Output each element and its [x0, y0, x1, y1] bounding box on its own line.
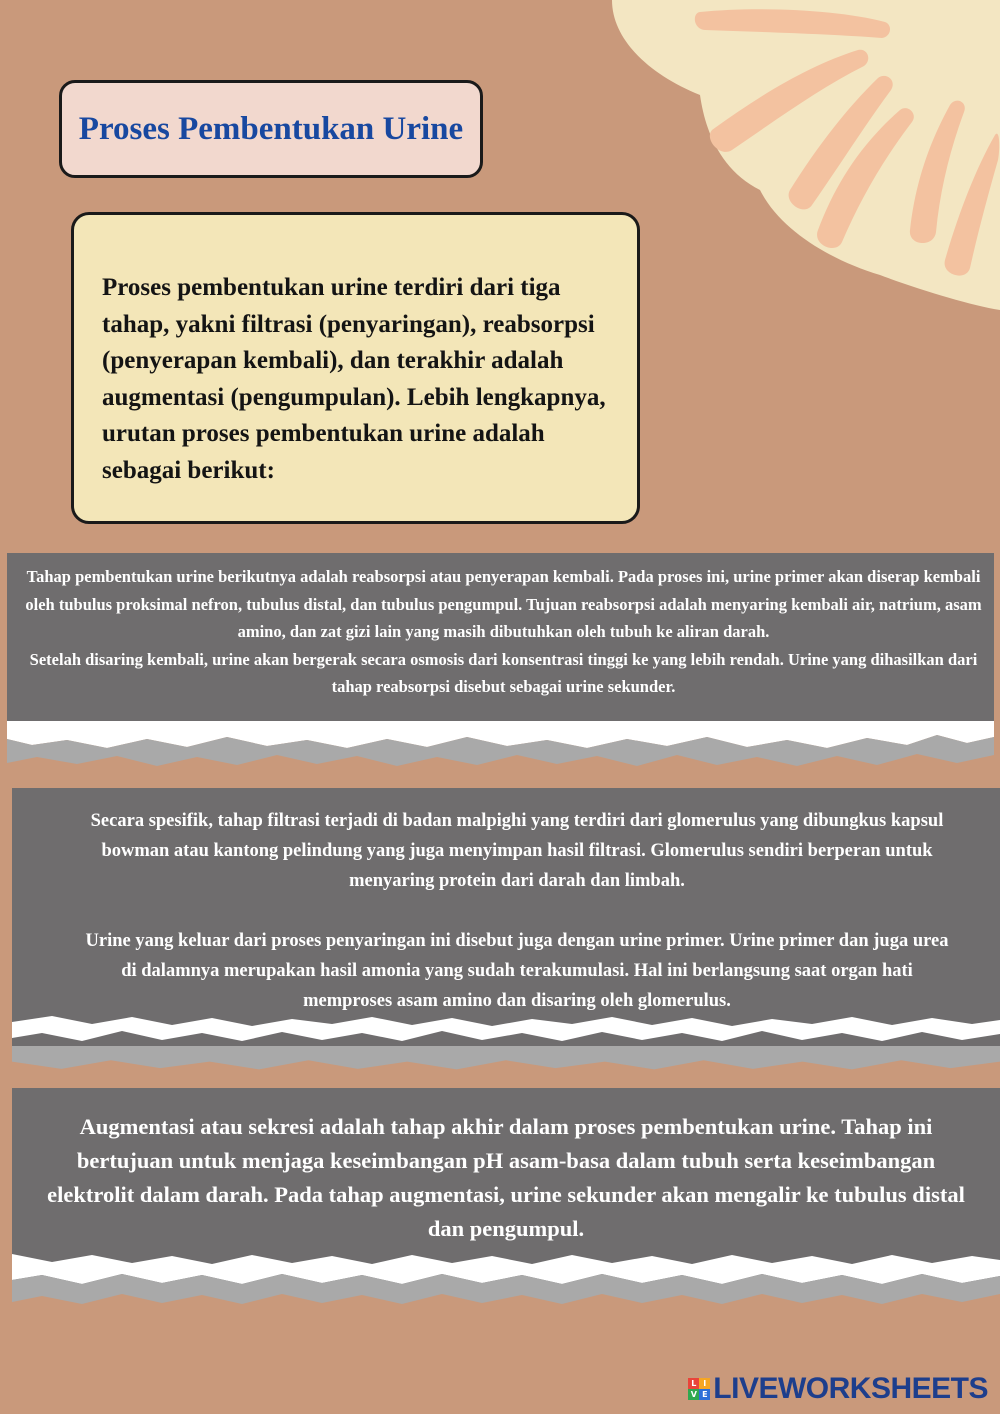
- logo-text: LIVEWORKSHEETS: [713, 1372, 988, 1405]
- torn-edge: [7, 721, 994, 781]
- augmentasi-text: Augmentasi atau sekresi adalah tahap akhir dalam proses pembentukan urine. Tahap ini bertujuan untuk menjaga keseimbangan pH asam-basa dalam tubuh serta keseimbangan elektrolit dalam darah. Pada tahap augmentasi, urine sekunder akan mengalir ke tubulus distal dan pengumpul.: [47, 1114, 965, 1241]
- reabsorpsi-text-2: Setelah disaring kembali, urine akan bergerak secara osmosis dari konsentrasi tinggi ke yang lebih rendah. Urine yang dihasilkan dari tahap reabsorpsi disebut sebagai urine sekunder.: [29, 649, 978, 696]
- torn-edge: [12, 1014, 1000, 1050]
- torn-edge: [12, 1250, 1000, 1310]
- torn-edge-shadow: [12, 1046, 1000, 1072]
- filtrasi-line: di dalamnya merupakan hasil amonia yang sudah terakumulasi. Hal ini berlangsung saat organ hati: [121, 961, 913, 981]
- title-box: [59, 80, 483, 178]
- intro-text: Proses pembentukan urine terdiri dari tiga tahap, yakni filtrasi (penyaringan), reabsorpsi (penyerapan kembali), dan terakhir adalah augmentasi (pengumpulan). Lebih lengkapnya, urutan proses pembentukan urine adalah sebagai berikut:: [102, 274, 606, 484]
- filtrasi-panel: [12, 788, 1000, 1050]
- filtrasi-line: Urine yang keluar dari proses penyaringan ini disebut juga dengan urine primer. Urine primer dan juga urea: [85, 931, 949, 951]
- filtrasi-line: bowman atau kantong pelindung yang juga menyimpan hasil filtrasi. Glomerulus sendiri berperan untuk: [101, 841, 933, 861]
- filtrasi-line: Secara spesifik, tahap filtrasi terjadi di badan malpighi yang terdiri dari glomerulus yang dibungkus kapsul: [90, 811, 944, 831]
- filtrasi-line: menyaring protein dari darah dan limbah.: [349, 871, 685, 891]
- reabsorpsi-text-1: Tahap pembentukan urine berikutnya adalah reabsorpsi atau penyerapan kembali. Pada proses ini, urine primer akan diserap kembali oleh tubulus proksimal nefron, tubulus distal, dan tubulus pengumpul. Tujuan reabsorpsi adalah menyaring kembali air, natrium, asam amino, dan zat gizi lain yang masih dibutuhkan oleh tubuh ke aliran darah.: [25, 567, 982, 641]
- filtrasi-line: memproses asam amino dan disaring oleh glomerulus.: [303, 991, 731, 1011]
- liveworksheets-logo: [688, 1372, 988, 1406]
- logo-mark-icon: L I V E: [688, 1378, 710, 1400]
- intro-box: [71, 212, 640, 524]
- reabsorpsi-panel: [7, 553, 994, 733]
- page-title: Proses Pembentukan Urine: [78, 110, 464, 147]
